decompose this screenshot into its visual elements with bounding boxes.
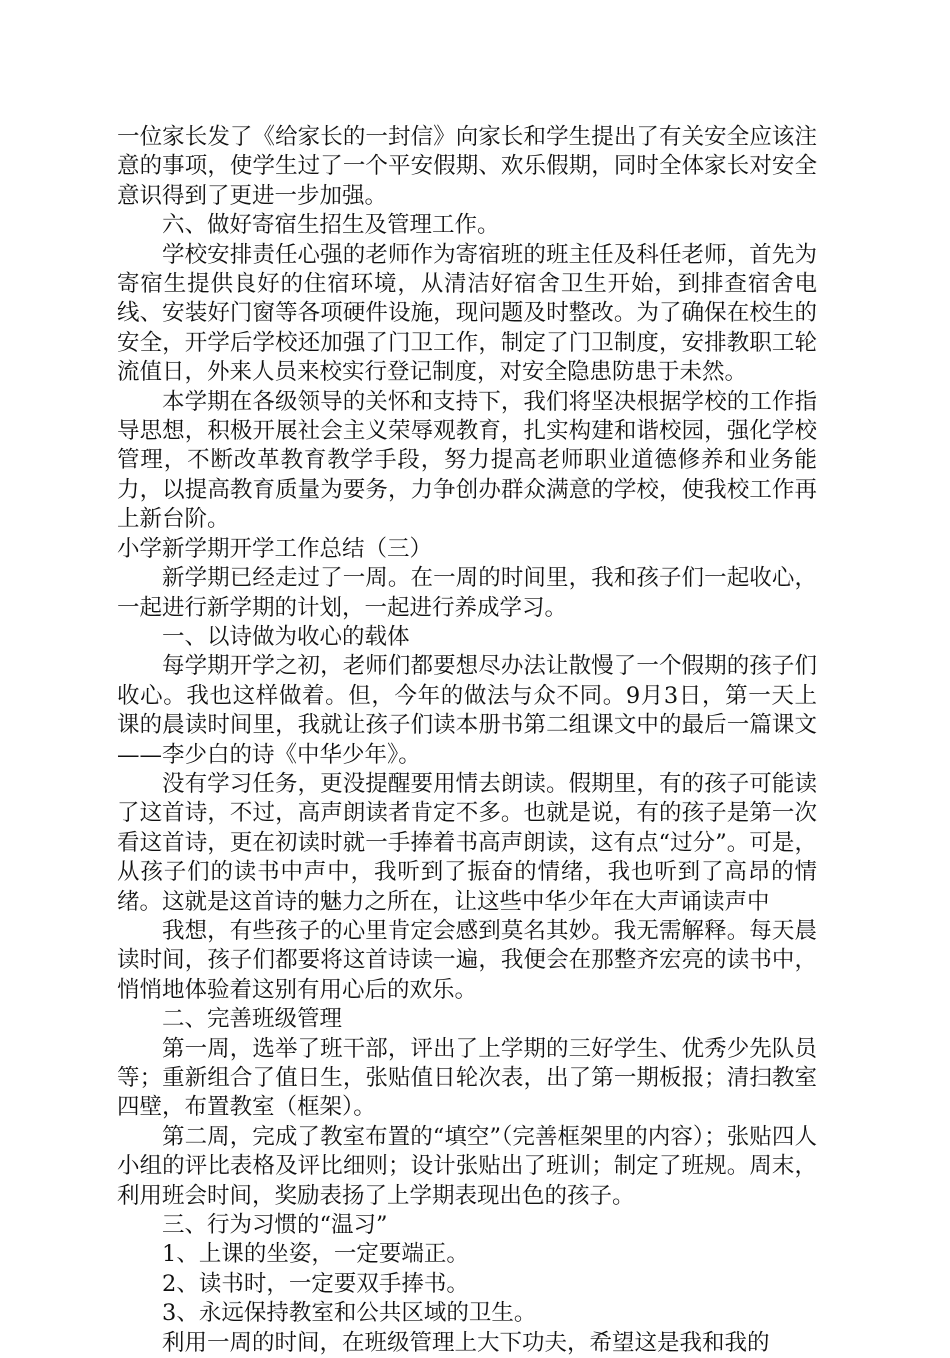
paragraph: 3、永远保持教室和公共区域的卫生。 <box>162 1300 537 1327</box>
paragraph: 第二周，完成了教室布置的“填空”（完善框架里的内容）；张贴四人小组的评比表格及评比细则；设计张贴出了班训；制定了班规。周末，利用班会时间，奖励表扬了上学期表现出色的孩子。 <box>117 1123 817 1209</box>
paragraph: 六、做好寄宿生招生及管理工作。 <box>162 212 500 239</box>
paragraph: 1、上课的坐姿，一定要端正。 <box>162 1241 469 1268</box>
paragraph: 利用一周的时间，在班级管理上大下功夫，希望这是我和我的 <box>162 1329 770 1356</box>
paragraph: 我想，有些孩子的心里肯定会感到莫名其妙。我无需解释。每天晨读时间，孩子们都要将这首诗读一遍，我便会在那整齐宏亮的读书中，悄悄地体验着这别有用心后的欢乐。 <box>117 917 817 1003</box>
paragraph: 本学期在各级领导的关怀和支持下，我们将坚决根据学校的工作指导思想，积极开展社会主义荣辱观教育，扎实构建和谐校园，强化学校管理，不断改革教育教学手段，努力提高老师职业道德修养和业务能力，以提高教育质量为要务，力争创办群众满意的学校，使我校工作再上新台阶。 <box>117 388 817 533</box>
document-body <box>117 123 817 1358</box>
paragraph: 二、完善班级管理 <box>162 1006 343 1033</box>
paragraph: 一、以诗做为收心的载体 <box>162 623 410 650</box>
paragraph: 2、读书时，一定要双手捧书。 <box>162 1270 469 1297</box>
paragraph: 学校安排责任心强的老师作为寄宿班的班主任及科任老师，首先为寄宿生提供良好的住宿环境，从清洁好宿舍卫生开始，到排查宿舍电线、安装好门窗等各项硬件设施，现问题及时整改。为了确保在校生的安全，开学后学校还加强了门卫工作，制定了门卫制度，安排教职工轮流值日，外来人员来校实行登记制度，对安全隐患防患于未然。 <box>117 241 817 386</box>
paragraph: 一位家长发了《给家长的一封信》向家长和学生提出了有关安全应该注意的事项，使学生过了一个平安假期、欢乐假期，同时全体家长对安全意识得到了更进一步加强。 <box>117 124 817 209</box>
paragraph: 小学新学期开学工作总结（三） <box>117 535 433 562</box>
paragraph: 新学期已经走过了一周。在一周的时间里，我和孩子们一起收心，一起进行新学期的计划，一起进行养成学习。 <box>117 565 817 621</box>
paragraph: 第一周，选举了班干部，评出了上学期的三好学生、优秀少先队员等；重新组合了值日生，张贴值日轮次表，出了第一期板报；清扫教室四壁，布置教室（框架）。 <box>117 1035 817 1121</box>
paragraph: 每学期开学之初，老师们都要想尽办法让散慢了一个假期的孩子们收心。我也这样做着。但，今年的做法与众不同。9月3日，第一天上课的晨读时间里，我就让孩子们读本册书第二组课文中的最后一篇课文——李少白的诗《中华少年》。 <box>117 653 817 768</box>
paragraph: 三、行为习惯的“温习” <box>162 1212 388 1239</box>
paragraph: 没有学习任务，更没提醒要用情去朗读。假期里，有的孩子可能读了这首诗，不过，高声朗读者肯定不多。也就是说，有的孩子是第一次看这首诗，更在初读时就一手捧着书高声朗读，这有点“过分”。可是，从孩子们的读书中声中，我听到了振奋的情绪，我也听到了高昂的情绪。这就是这首诗的魅力之所在，让这些中华少年在大声诵读声中 <box>117 770 817 915</box>
